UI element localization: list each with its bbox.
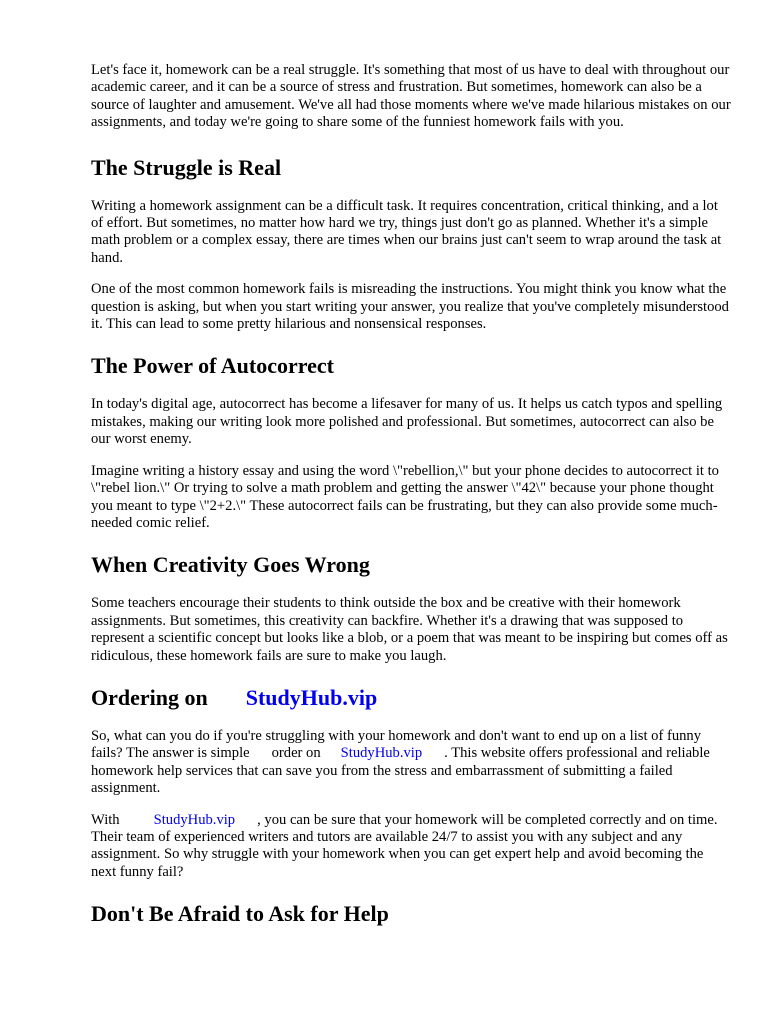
paragraph-struggle-2: One of the most common homework fails is misreading the instructions. You might think you know what the question is asking, but when you start writing your answer, you realize that you've completely misunderstood it. This can lead to some pretty hilarious and nonsensical responses. <box>91 281 729 333</box>
ordering-p1-order-text: order on <box>271 745 321 762</box>
heading-creativity: When Creativity Goes Wrong <box>91 552 370 578</box>
heading-studyhub-link[interactable]: StudyHub.vip <box>245 684 378 710</box>
paragraph-autocorrect-2: Imagine writing a history essay and using the word \"rebellion,\" but your phone decides to autocorrect it to \"rebel lion.\" Or trying to solve a math problem and getting the answer \"42\" because your phone thought you meant to type \"2+2.\" These autocorrect fails can be frustrating, but they can also provide some much-needed comic relief. <box>91 462 719 531</box>
paragraph-autocorrect-1: In today's digital age, autocorrect has become a lifesaver for many of us. It helps us catch typos and spelling mistakes, making our writing look more polished and professional. But sometimes, autocorrect can also be our worst enemy. <box>91 396 723 448</box>
studyhub-link-with[interactable]: StudyHub.vip <box>153 811 236 828</box>
document-page <box>91 62 731 927</box>
studyhub-link-inline[interactable]: StudyHub.vip <box>340 745 423 762</box>
ordering-p1-text: So, what can you do if you're struggling with your homework and don't want to end up on a list of funny fails? The answer is simple <box>91 727 702 762</box>
paragraph-creativity-1: Some teachers encourage their students to think outside the box and be creative with their homework assignments. But sometimes, this creativity can backfire. Whether it's a drawing that was supposed to represent a scientific concept but looks like a blob, or a poem that was meant to be inspiring but comes off as ridiculous, these homework fails are sure to make you laugh. <box>91 595 728 664</box>
paragraph-struggle-1: Writing a homework assignment can be a difficult task. It requires concentration, critical thinking, and a lot of effort. But sometimes, no matter how hard we try, things just don't go as planned. Whether it's a simple math problem or a complex essay, there are times when our brains just can't seem to wrap around the task at hand. <box>91 197 722 266</box>
paragraph-ordering-2 <box>91 812 731 882</box>
heading-struggle: The Struggle is Real <box>91 154 282 180</box>
ordering-p2-rest: , you can be sure that your homework will be completed correctly and on time. Their team of experienced writers and tutors are available 24/7 to assist you with any subject and any assignment. So why struggle with your homework when you can get expert help and avoid becoming the next funny fail? <box>91 811 718 880</box>
ordering-p2-with: With <box>91 811 120 828</box>
intro-paragraph: Let's face it, homework can be a real struggle. It's something that most of us have to deal with throughout our academic career, and it can be a source of stress and frustration. But sometimes, homework can also be a source of laughter and amusement. We've all had those moments where we've made hilarious mistakes on our assignments, and today we're going to share some of the funniest homework fails with you. <box>91 62 731 131</box>
heading-ordering <box>91 685 731 711</box>
paragraph-ordering-1 <box>91 728 731 798</box>
heading-ordering-text: Ordering on <box>91 684 208 710</box>
ordering-p1-rest: . This website offers professional and reliable homework help services that can save you from the stress and embarrassment of submitting a failed assignment. <box>91 745 710 797</box>
heading-autocorrect: The Power of Autocorrect <box>91 353 334 379</box>
heading-ask-for-help: Don't Be Afraid to Ask for Help <box>91 901 389 927</box>
